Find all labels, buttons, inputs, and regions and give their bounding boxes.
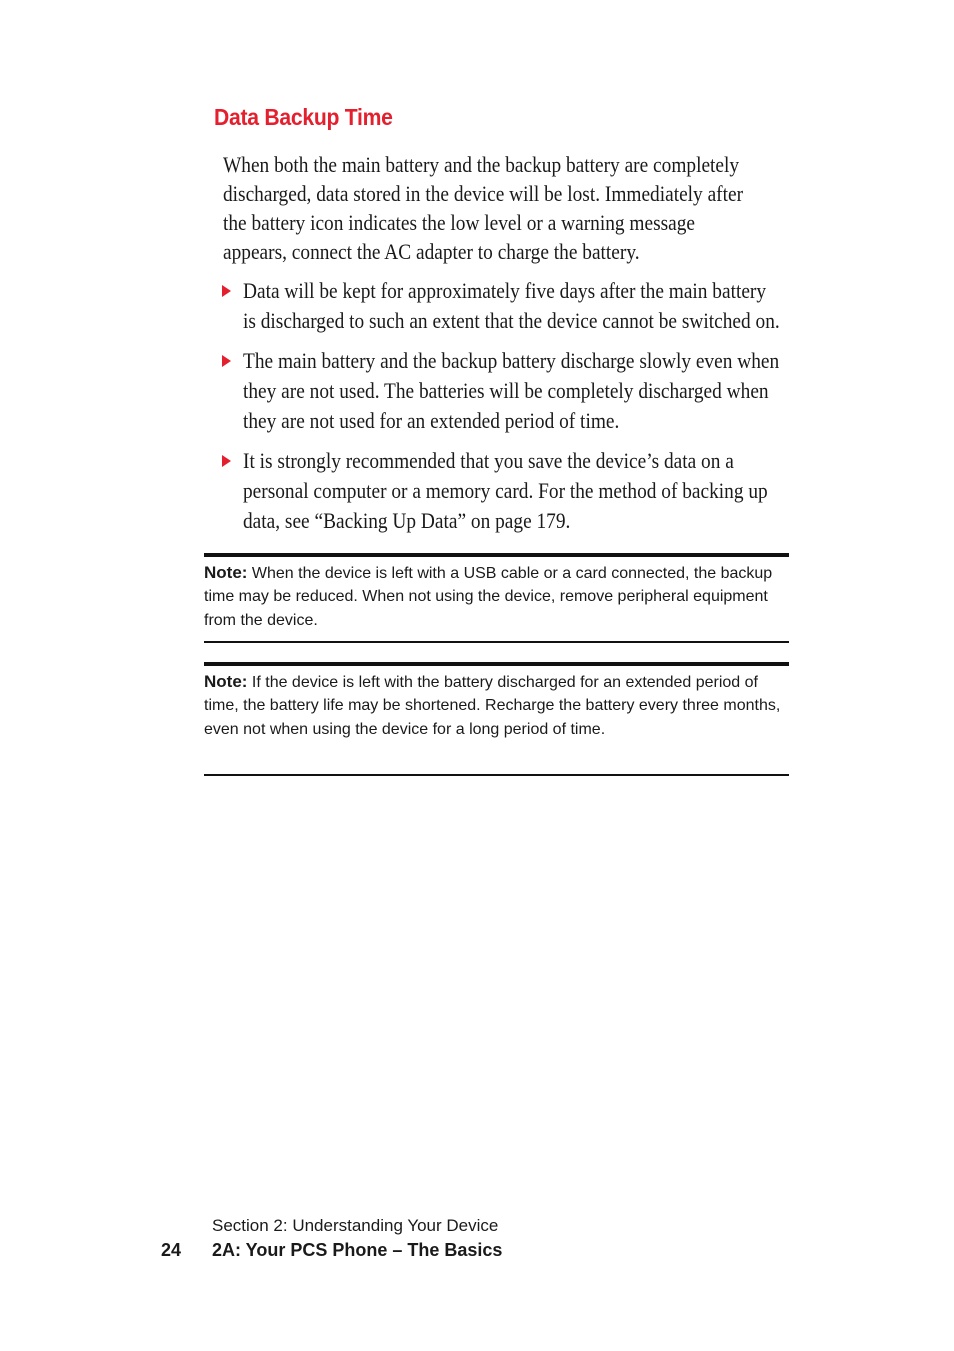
footer-section-title: Section 2: Understanding Your Device [212,1216,499,1235]
note-box [204,553,789,645]
note-text-block [204,670,789,741]
bullet-text: The main battery and the backup battery discharge slowly even when they are not used. The batteries will be completely discharged when they are not used for an extended period of time. [243,348,780,433]
bullet-text: Data will be kept for approximately five days after the main battery is discharged to such an extent that the device cannot be switched on. [243,278,780,333]
note-text: When the device is left with a USB cable or a card connected, the backup time may be reduced. When not using the device, remove peripheral equipment from the device. [204,565,773,629]
note-top-rule [204,662,789,666]
triangle-bullet-icon [222,355,231,367]
footer-chapter-title: 2A: Your PCS Phone – The Basics [212,1240,503,1260]
note-bottom-rule [204,641,789,643]
note-box [204,662,789,777]
section-heading: Data Backup Time [214,104,393,130]
note-text-block [204,561,789,632]
note-bottom-rule [204,774,789,776]
note-top-rule [204,553,789,557]
triangle-bullet-icon [222,455,231,467]
triangle-bullet-icon [222,285,231,297]
note-label: Note: [204,672,248,691]
intro-paragraph: When both the main battery and the backup battery are completely discharged, data stored in the device will be lost. Immediately after the battery icon indicates the low level or a warning message appears, connect the AC adapter to charge the battery. [223,152,744,264]
footer-page-number: 24 [161,1240,182,1260]
bullet-text: It is strongly recommended that you save the device’s data on a personal computer or a memory card. For the method of backing up data, see “Backing Up Data” on page 179. [243,448,768,533]
note-text: If the device is left with the battery discharged for an extended period of time, the battery life may be shortened. Recharge the battery every three months, even not when using the device for a long period of time. [204,674,781,738]
note-label: Note: [204,563,248,582]
